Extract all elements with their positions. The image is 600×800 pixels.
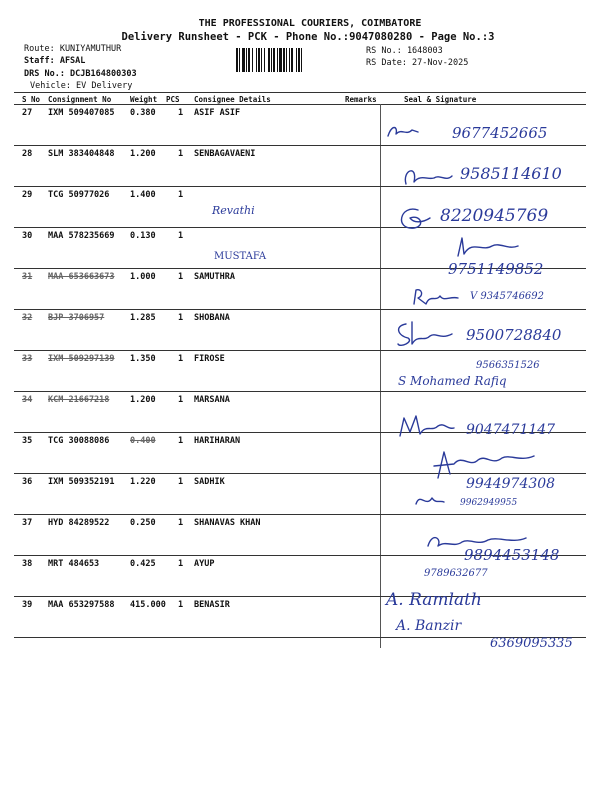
cell-consignment: SLM 383404848 (48, 149, 115, 159)
cell-pcs: 1 (178, 108, 184, 118)
signature-27 (384, 118, 444, 148)
handwritten-phone-32: 9500728840 (466, 326, 562, 344)
col-consignment: Consignment No (48, 95, 112, 104)
col-seal: Seal & Signature (404, 95, 477, 104)
runsheet-title: Delivery Runsheet - PCK - Phone No.:9047080280 - Page No.:3 (121, 31, 495, 43)
handwritten-phone-27: 9677452665 (452, 124, 548, 142)
cell-pcs: 1 (178, 436, 184, 446)
signature-30 (452, 232, 522, 262)
cell-sno: 36 (22, 477, 33, 487)
cell-consignment: KCM 21667218 (48, 395, 110, 405)
row-divider (14, 186, 586, 187)
cell-sno: 34 (22, 395, 33, 405)
signature-36 (410, 488, 450, 512)
cell-weight: 1.220 (130, 477, 156, 487)
signature-34 (396, 410, 456, 442)
cell-weight: 1.350 (130, 354, 156, 364)
cell-weight: 0.250 (130, 518, 156, 528)
handwritten-note-30: MUSTAFA (214, 251, 267, 262)
signature-32 (392, 318, 462, 352)
cell-consignee: SHOBANA (194, 313, 230, 323)
col-weight: Weight (130, 95, 158, 104)
company-title: THE PROFESSIONAL COURIERS, COIMBATORE (198, 18, 422, 29)
handwritten-note-38: A. Ramlath (386, 590, 482, 610)
cell-weight: 1.200 (130, 149, 156, 159)
handwritten-phone-34: 9047471147 (466, 422, 556, 438)
handwritten-phone-36: 9944974308 (466, 476, 556, 492)
handwritten-phone-29: 8220945769 (440, 206, 549, 226)
cell-consignment: MAA 578235669 (48, 231, 115, 241)
cell-weight: 0.130 (130, 231, 156, 241)
cell-weight: 1.200 (130, 395, 156, 405)
cell-consignment: MAA 653297588 (48, 600, 115, 610)
handwritten-phone-37: 9894453148 (464, 546, 560, 564)
row-divider (14, 145, 586, 146)
header-top-rule (14, 92, 586, 93)
route-label: Route: KUNIYAMUTHUR (24, 44, 122, 54)
cell-pcs: 1 (178, 600, 184, 610)
staff-label: Staff: AFSAL (24, 56, 86, 66)
handwritten-phone-39: 6369095335 (490, 636, 573, 651)
handwritten-phone-31: V 9345746692 (470, 291, 545, 302)
cell-consignment: IXM 509297139 (48, 354, 115, 364)
cell-weight: 1.285 (130, 313, 156, 323)
cell-pcs: 1 (178, 477, 184, 487)
col-pcs: PCS (166, 95, 180, 104)
cell-consignee: SHANAVAS KHAN (194, 518, 261, 528)
cell-weight: 415.000 (130, 600, 166, 610)
row-divider (14, 350, 586, 351)
cell-pcs: 1 (178, 231, 184, 241)
cell-consignee: MARSANA (194, 395, 230, 405)
cell-sno: 39 (22, 600, 33, 610)
cell-pcs: 1 (178, 395, 184, 405)
row-divider (14, 391, 586, 392)
header-bottom-rule (14, 104, 586, 105)
cell-sno: 29 (22, 190, 33, 200)
handwritten-note-29: Revathi (212, 204, 255, 217)
cell-sno: 27 (22, 108, 33, 118)
handwritten-phone-33: 9566351526 (476, 360, 540, 371)
handwritten-phone-30: 9751149852 (448, 260, 544, 278)
cell-sno: 33 (22, 354, 33, 364)
cell-consignee: FIROSE (194, 354, 225, 364)
cell-consignment: BJP 3706957 (48, 313, 105, 323)
row-divider (14, 309, 586, 310)
handwritten-note-39: A. Banzir (396, 618, 462, 634)
cell-pcs: 1 (178, 313, 184, 323)
cell-pcs: 1 (178, 272, 184, 282)
cell-consignment: TCG 50977026 (48, 190, 110, 200)
vehicle-label: Vehicle: EV Delivery (30, 81, 133, 91)
cell-sno: 28 (22, 149, 33, 159)
drs-label: DRS No.: DCJB164800303 (24, 69, 137, 79)
cell-consignee: HARIHARAN (194, 436, 241, 446)
cell-sno: 37 (22, 518, 33, 528)
cell-pcs: 1 (178, 354, 184, 364)
cell-consignment: TCG 30088086 (48, 436, 110, 446)
cell-pcs: 1 (178, 559, 184, 569)
handwritten-phone-28: 9585114610 (460, 164, 562, 183)
signature-29 (390, 200, 440, 236)
cell-consignment: MRT 484653 (48, 559, 100, 569)
rs-number: RS No.: 1648003 (366, 46, 443, 56)
row-divider (14, 596, 586, 597)
row-divider (14, 227, 586, 228)
col-sno: S No (22, 95, 41, 104)
cell-consignee: ASIF ASIF (194, 108, 241, 118)
cell-pcs: 1 (178, 518, 184, 528)
cell-weight: 0.380 (130, 108, 156, 118)
cell-pcs: 1 (178, 190, 184, 200)
cell-sno: 30 (22, 231, 33, 241)
cell-consignment: MAA 653663673 (48, 272, 115, 282)
rs-date: RS Date: 27-Nov-2025 (366, 58, 469, 68)
cell-sno: 32 (22, 313, 33, 323)
cell-sno: 35 (22, 436, 33, 446)
cell-consignment: HYD 84289522 (48, 518, 110, 528)
cell-consignee: AYUP (194, 559, 215, 569)
col-consignee: Consignee Details (194, 95, 271, 104)
barcode-graphic (236, 48, 358, 72)
cell-consignee: SADHIK (194, 477, 225, 487)
cell-pcs: 1 (178, 149, 184, 159)
handwritten-phone-38: 9789632677 (424, 568, 488, 579)
cell-consignment: IXM 509352191 (48, 477, 115, 487)
cell-sno: 31 (22, 272, 33, 282)
cell-consignment: IXM 509407085 (48, 108, 115, 118)
col-remarks: Remarks (345, 95, 377, 104)
cell-sno: 38 (22, 559, 33, 569)
cell-consignee: SAMUTHRA (194, 272, 235, 282)
row-divider (14, 514, 586, 515)
cell-weight: 1.000 (130, 272, 156, 282)
handwritten-note-33: S Mohamed Rafiq (398, 374, 507, 388)
handwritten-note-36: 9962949955 (460, 498, 518, 508)
cell-weight: 0.425 (130, 559, 156, 569)
cell-weight: 0.400 (130, 436, 156, 446)
cell-consignee: BENASIR (194, 600, 230, 610)
signature-31 (408, 284, 468, 310)
cell-weight: 1.400 (130, 190, 156, 200)
cell-consignee: SENBAGAVAENI (194, 149, 256, 159)
